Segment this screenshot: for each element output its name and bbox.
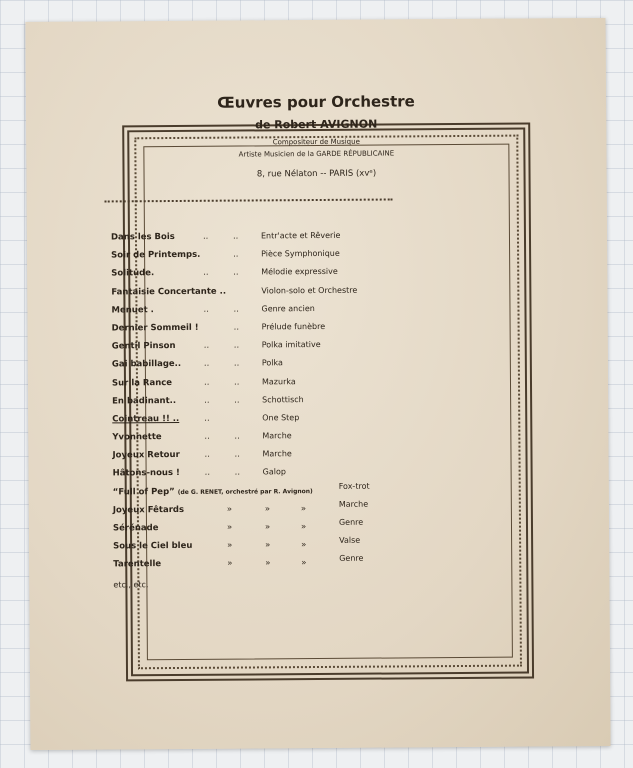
sheet-paper: [25, 18, 610, 750]
list-item: Hâtons-nous ! .. .. Galop: [112, 467, 286, 479]
work-name: Menuet .: [111, 304, 154, 316]
work-desc: Genre: [338, 517, 364, 527]
etc-footer: etc., etc.: [113, 579, 149, 589]
list-item: Joyeux Retour .. .. Marche: [112, 449, 292, 461]
work-credit: (de G. RENET, orchestré par R. Avignon): [177, 487, 313, 496]
work-name: Soir de Printemps.: [111, 250, 201, 261]
work-name: Solitude.: [111, 268, 155, 279]
composer-line: de Robert AVIGNON: [255, 117, 378, 132]
work-desc: Marche: [262, 449, 292, 459]
work-desc: Mélodie expressive: [261, 267, 338, 277]
list-item: Tarentelle » » » Genre: [113, 554, 364, 570]
work-desc: Genre ancien: [261, 303, 315, 314]
work-desc: Violon-solo et Orchestre: [261, 285, 358, 295]
address: 8, rue Nélaton -- PARIS (xvᵉ): [256, 168, 377, 180]
work-name: Sous le Ciel bleu: [113, 541, 193, 552]
list-item: Dans les Bois .. .. Entr'acte et Rêverie: [110, 230, 341, 243]
list-item: Gai babillage.. .. .. Polka: [111, 358, 283, 370]
work-name: “Full of Pep” (de G. RENET, orchestré par R. Avignon): [112, 486, 313, 498]
work-desc: One Step: [262, 413, 300, 423]
work-desc: Marche: [262, 431, 292, 441]
work-name: Tarentelle: [113, 559, 162, 570]
work-name: Hâtons-nous !: [112, 468, 180, 479]
subtitle-artist: Artiste Musicien de la GARDE RÉPUBLICAINE: [238, 149, 395, 159]
list-item: Sous le Ciel bleu » » » Valse: [113, 535, 361, 552]
work-name: Gai babillage..: [111, 359, 182, 370]
work-desc: Prélude funèbre: [261, 321, 326, 332]
list-item: Menuet . .. .. Genre ancien: [111, 303, 315, 316]
work-name: Dernier Sommeil !: [111, 322, 199, 334]
work-desc: Polka imitative: [261, 340, 321, 350]
work-desc: Valse: [339, 535, 361, 546]
work-desc: Marche: [338, 499, 369, 509]
work-desc: Entr'acte et Rêverie: [260, 230, 341, 241]
work-name: Sur la Rance: [111, 377, 173, 388]
work-name: En badinant..: [112, 395, 177, 407]
work-desc: Schottisch: [262, 394, 304, 405]
work-name: Fantaisie Concertante ..: [111, 286, 227, 298]
work-name: Yvonnette: [112, 432, 162, 443]
work-name: Sérénade: [112, 523, 159, 534]
work-name: Gentil Pinson: [111, 341, 176, 352]
list-item: Joyeux Fêtards » » » Marche: [112, 499, 369, 516]
work-name: Joyeux Retour: [112, 450, 180, 461]
work-desc: Genre: [339, 554, 364, 564]
list-item: [111, 285, 411, 305]
title: Œuvres pour Orchestre: [217, 92, 415, 112]
list-item: Yvonnette .. .. Marche: [112, 431, 292, 443]
list-item: Sur la Rance .. .. Mazurka: [111, 376, 296, 388]
list-item: Dernier Sommeil ! .. Prélude funèbre: [111, 321, 326, 334]
list-item: Cointreau !! .. .. One Step: [112, 413, 300, 425]
work-name: Cointreau !! ..: [112, 413, 180, 425]
work-desc: Pièce Symphonique: [261, 249, 340, 259]
work-desc: Mazurka: [261, 376, 296, 386]
list-item: Sérénade » » » Genre: [112, 517, 364, 534]
list-item: En badinant.. .. .. Schottisch: [112, 394, 304, 407]
work-desc: Fox-trot: [338, 481, 370, 491]
list-item: Gentil Pinson .. .. Polka imitative: [111, 340, 321, 352]
work-desc: Polka: [261, 358, 283, 368]
list-item: Solitude. .. .. Mélodie expressive: [111, 267, 338, 279]
work-name: Dans les Bois: [110, 231, 175, 243]
list-item: Soir de Printemps. .. Pièce Symphonique: [111, 249, 340, 261]
work-name: Joyeux Fêtards: [112, 504, 185, 516]
works-list: [111, 230, 413, 589]
work-desc: Galop: [262, 467, 286, 477]
subtitle-composer: Compositeur de Musique: [272, 137, 360, 147]
